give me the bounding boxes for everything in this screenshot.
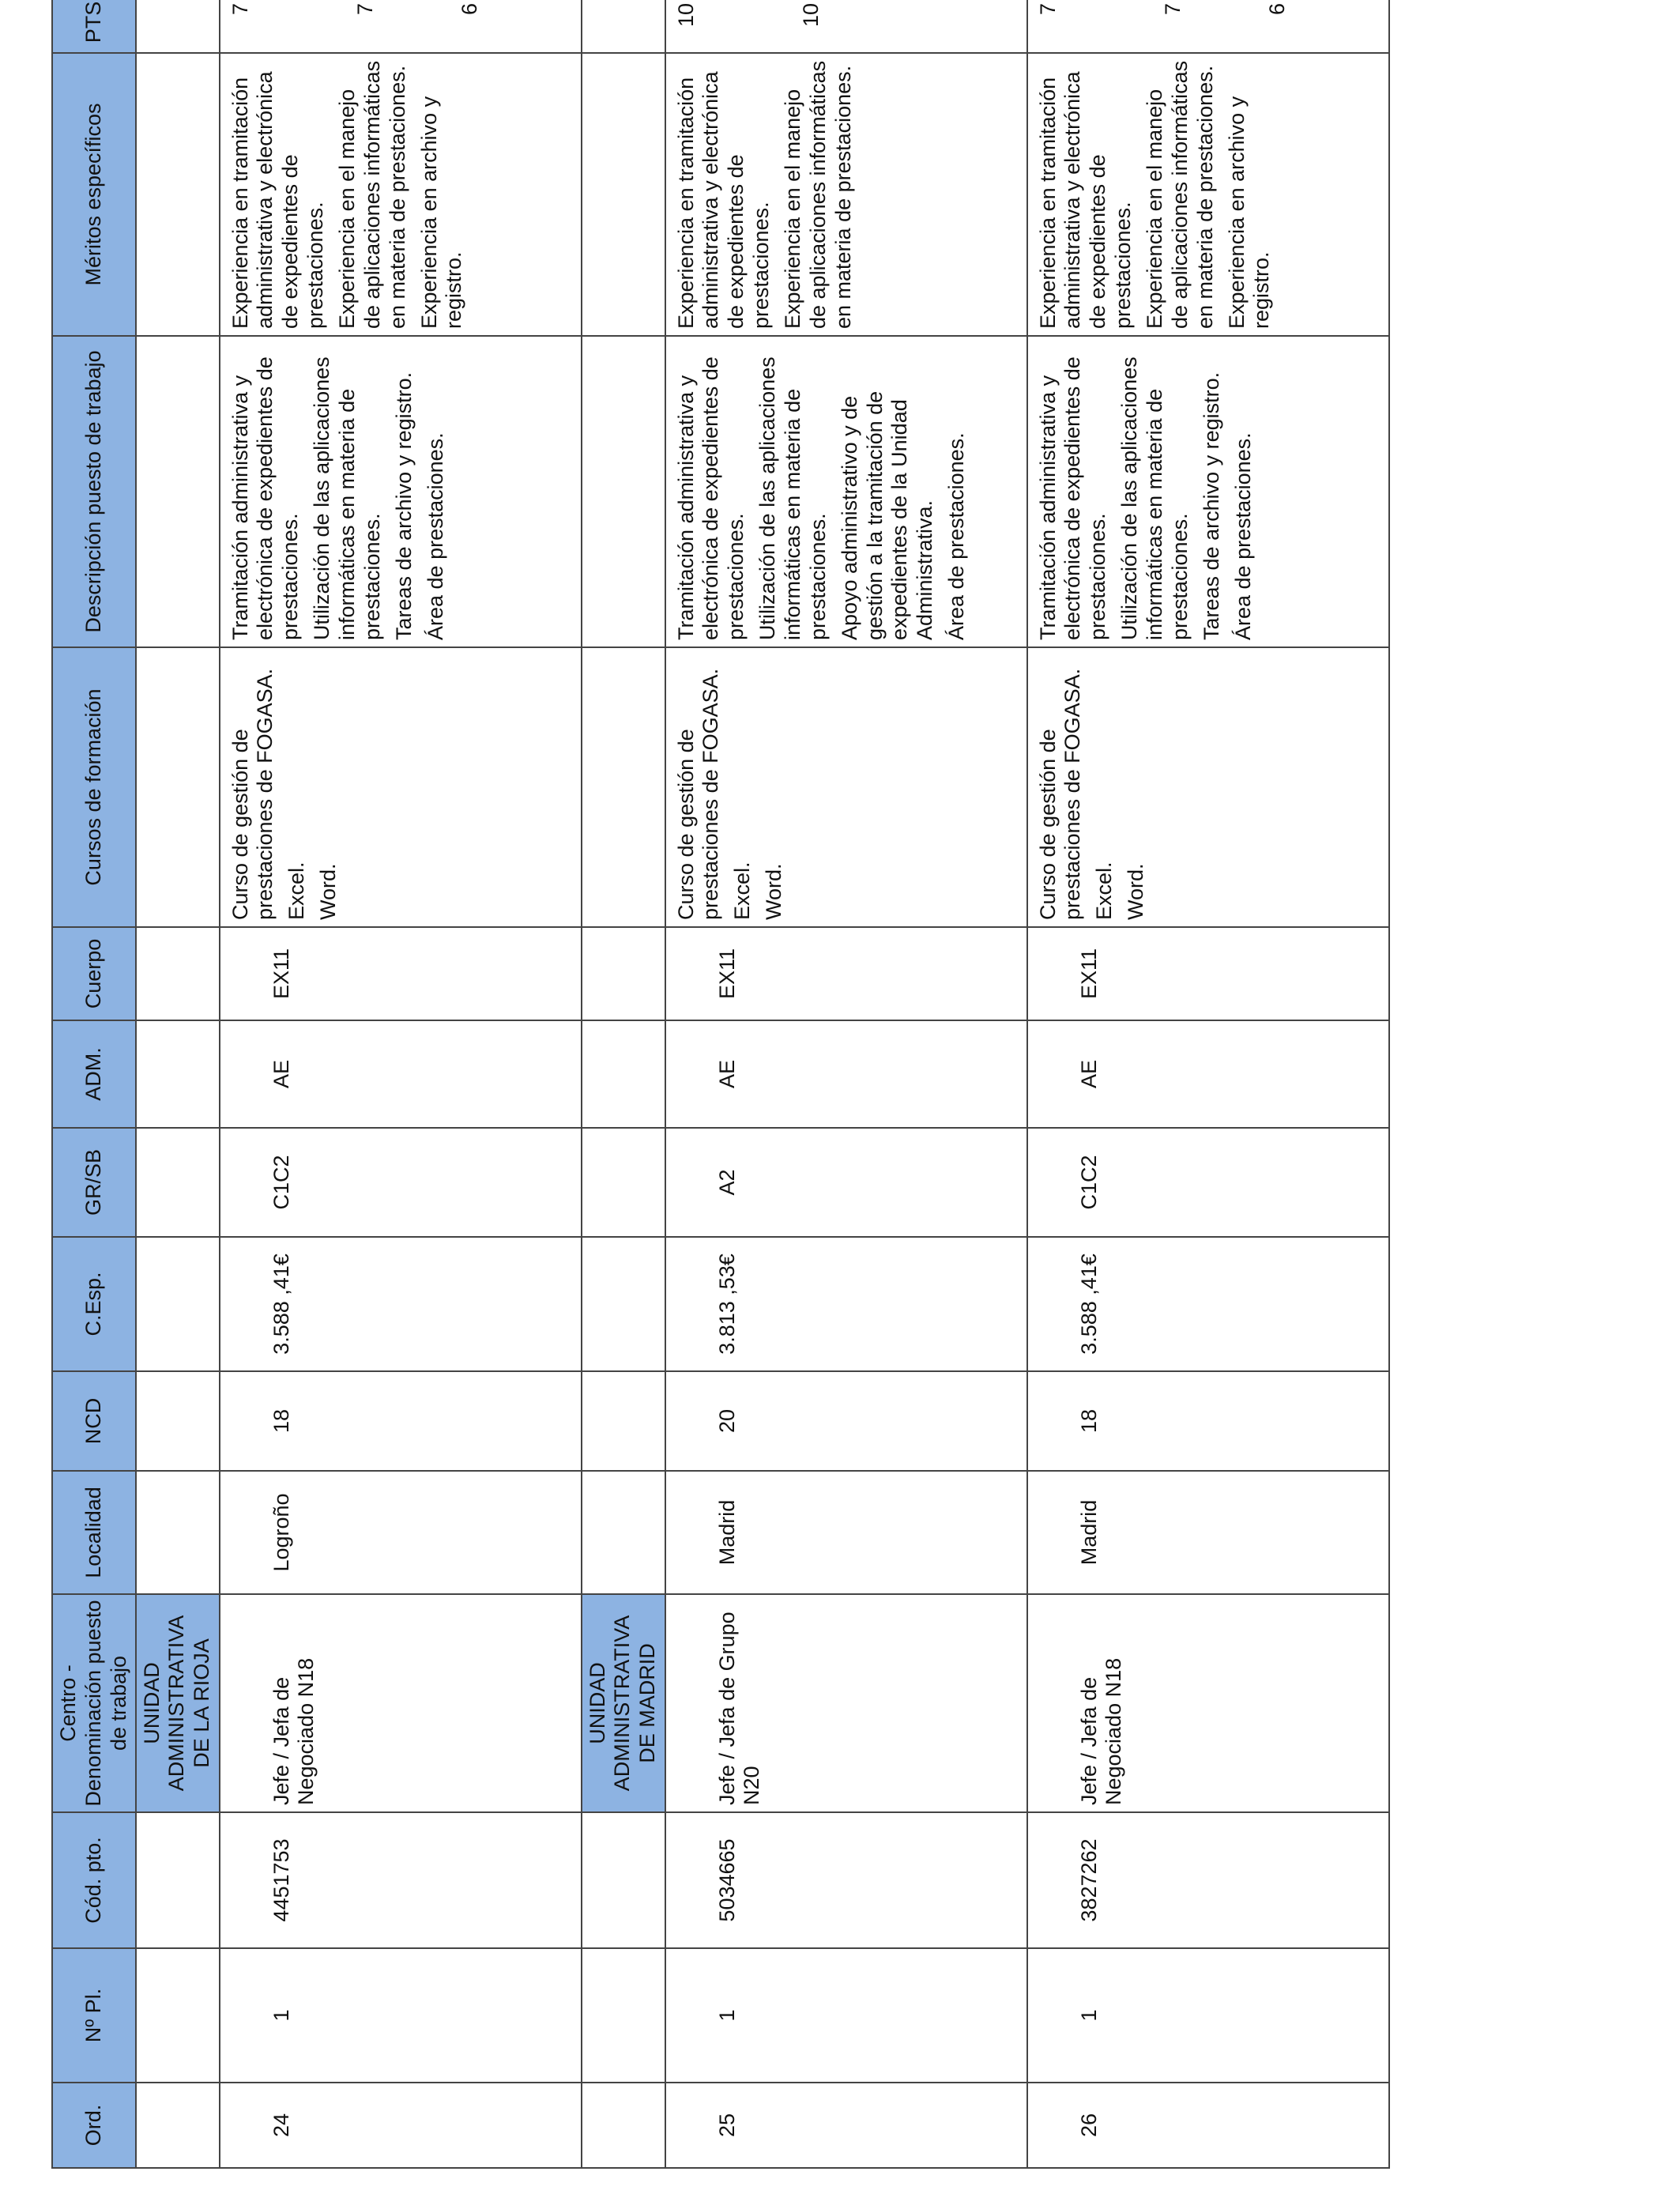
cell-cuerpo: EX11: [1027, 927, 1389, 1020]
pts-value: 6: [1264, 3, 1289, 16]
header-cursos: Cursos de formación: [52, 647, 136, 927]
pts-value: 7: [352, 3, 377, 16]
curso-item: Word.: [316, 863, 341, 920]
merito-item: Experiencia en el manejo de aplicaciones informáticas en materia de prestaciones.: [781, 60, 855, 329]
cell-cursos: [665, 647, 1027, 927]
cell-cuerpo: EX11: [665, 927, 1027, 1020]
cell-denominacion: Jefe / Jefa de Negociado N18: [1027, 1594, 1389, 1812]
descripcion-item: Área de prestaciones.: [1230, 432, 1255, 640]
unit-row-madrid: [582, 0, 665, 2168]
cell-gr-sb: C1C2: [220, 1128, 582, 1237]
header-meritos: Méritos específicos: [52, 53, 136, 336]
pts-value: 10: [673, 3, 698, 28]
header-ord: Ord.: [52, 2083, 136, 2168]
descripcion-item: Utilización de las aplicaciones informáticas en materia de prestaciones.: [310, 356, 384, 640]
descripcion-item: Utilización de las aplicaciones informáticas en materia de prestaciones.: [1117, 356, 1192, 640]
pts-value: 7: [228, 3, 252, 16]
descripcion-item: Tareas de archivo y registro.: [391, 371, 416, 640]
pts-value: 7: [1035, 3, 1060, 16]
descripcion-item: Tramitación administrativa y electrónica de expedientes de prestaciones.: [1035, 356, 1110, 640]
cell-n-pl: 1: [220, 1948, 582, 2083]
cell-pts: [665, 0, 1027, 53]
merito-item: Experiencia en archivo y registro.: [1224, 96, 1274, 329]
header-cuerpo: Cuerpo: [52, 927, 136, 1020]
cell-descripcion: [1027, 336, 1389, 647]
merito-item: Experiencia en archivo y registro.: [416, 96, 466, 329]
cell-pts: [1027, 0, 1389, 53]
header-row: [52, 0, 136, 2168]
unit-label-madrid: UNIDAD ADMINISTRATIVA DE MADRID: [582, 1594, 665, 1812]
cell-n-pl: 1: [1027, 1948, 1389, 2083]
cell-localidad: Madrid: [665, 1471, 1027, 1594]
descripcion-item: Área de prestaciones.: [944, 432, 969, 640]
header-pts: PTS: [52, 0, 136, 53]
cell-cod-pto: 3827262: [1027, 1812, 1389, 1948]
merito-item: Experiencia en tramitación administrativa y electrónica de expedientes de prestaciones.: [228, 71, 328, 329]
cell-cursos: [220, 647, 582, 927]
cell-ncd: 18: [220, 1371, 582, 1471]
curso-item: Word.: [1124, 863, 1148, 920]
cell-ord: 26: [1027, 2083, 1389, 2168]
cell-n-pl: 1: [665, 1948, 1027, 2083]
header-descripcion: Descripción puesto de trabajo: [52, 336, 136, 647]
cell-c-esp: 3.588 ,41€: [220, 1237, 582, 1371]
descripcion-item: Tareas de archivo y registro.: [1199, 371, 1223, 640]
curso-item: Excel.: [730, 861, 755, 920]
merito-item: Experiencia en tramitación administrativa y electrónica de expedientes de prestaciones.: [673, 71, 774, 329]
pts-value: 6: [457, 3, 481, 16]
cell-descripcion: [220, 336, 582, 647]
cell-c-esp: 3.588 ,41€: [1027, 1237, 1389, 1371]
cell-descripcion: [665, 336, 1027, 647]
cell-adm: AE: [220, 1020, 582, 1128]
pts-value: 10: [798, 3, 823, 28]
cell-localidad: Logroño: [220, 1471, 582, 1594]
descripcion-item: Área de prestaciones.: [423, 432, 447, 640]
cell-gr-sb: C1C2: [1027, 1128, 1389, 1237]
cell-ncd: 20: [665, 1371, 1027, 1471]
merito-item: Experiencia en tramitación administrativa y electrónica de expedientes de prestaciones.: [1035, 71, 1136, 329]
merito-item: Experiencia en el manejo de aplicaciones informáticas en materia de prestaciones.: [335, 60, 409, 329]
cell-meritos: [220, 53, 582, 336]
cell-pts: [220, 0, 582, 53]
puestos-table: [51, 0, 1390, 2169]
cell-cuerpo: EX11: [220, 927, 582, 1020]
cell-meritos: [1027, 53, 1389, 336]
header-adm: ADM.: [52, 1020, 136, 1128]
descripcion-item: Tramitación administrativa y electrónica de expedientes de prestaciones.: [673, 356, 748, 640]
unit-row-rioja: [136, 0, 220, 2168]
header-centro: Centro - Denominación puesto de trabajo: [52, 1594, 136, 1812]
pts-value: 7: [1160, 3, 1185, 16]
header-c-esp: C.Esp.: [52, 1237, 136, 1371]
descripcion-item: Utilización de las aplicaciones informáticas en materia de prestaciones.: [755, 356, 830, 640]
curso-item: Curso de gestión de prestaciones de FOGASA.: [228, 668, 277, 920]
cell-denominacion: Jefe / Jefa de Negociado N18: [220, 1594, 582, 1812]
header-gr-sb: GR/SB: [52, 1128, 136, 1237]
curso-item: Excel.: [1092, 861, 1117, 920]
cell-cod-pto: 4451753: [220, 1812, 582, 1948]
cell-gr-sb: A2: [665, 1128, 1027, 1237]
header-localidad: Localidad: [52, 1471, 136, 1594]
merito-item: Experiencia en el manejo de aplicaciones informáticas en materia de prestaciones.: [1143, 60, 1217, 329]
cell-localidad: Madrid: [1027, 1471, 1389, 1594]
cell-adm: AE: [1027, 1020, 1389, 1128]
header-n-pl: Nº Pl.: [52, 1948, 136, 2083]
unit-label-rioja: UNIDAD ADMINISTRATIVA DE LA RIOJA: [136, 1594, 220, 1812]
cell-cursos: [1027, 647, 1389, 927]
cell-meritos: [665, 53, 1027, 336]
cell-denominacion: Jefe / Jefa de Grupo N20: [665, 1594, 1027, 1812]
descripcion-item: Tramitación administrativa y electrónica de expedientes de prestaciones.: [228, 356, 303, 640]
header-cod-pto: Cód. pto.: [52, 1812, 136, 1948]
cell-ord: 24: [220, 2083, 582, 2168]
curso-item: Word.: [762, 863, 786, 920]
descripcion-item: Apoyo administrativo y de gestión a la tramitación de expedientes de la Unidad Administrativa.: [837, 390, 937, 640]
table-row: [220, 0, 582, 2168]
cell-cod-pto: 5034665: [665, 1812, 1027, 1948]
cell-adm: AE: [665, 1020, 1027, 1128]
table-row: [1027, 0, 1389, 2168]
cell-ord: 25: [665, 2083, 1027, 2168]
curso-item: Excel.: [284, 861, 309, 920]
table-row: [665, 0, 1027, 2168]
header-ncd: NCD: [52, 1371, 136, 1471]
curso-item: Curso de gestión de prestaciones de FOGASA.: [673, 668, 723, 920]
cell-c-esp: 3.813 ,53€: [665, 1237, 1027, 1371]
curso-item: Curso de gestión de prestaciones de FOGASA.: [1035, 668, 1085, 920]
cell-ncd: 18: [1027, 1371, 1389, 1471]
